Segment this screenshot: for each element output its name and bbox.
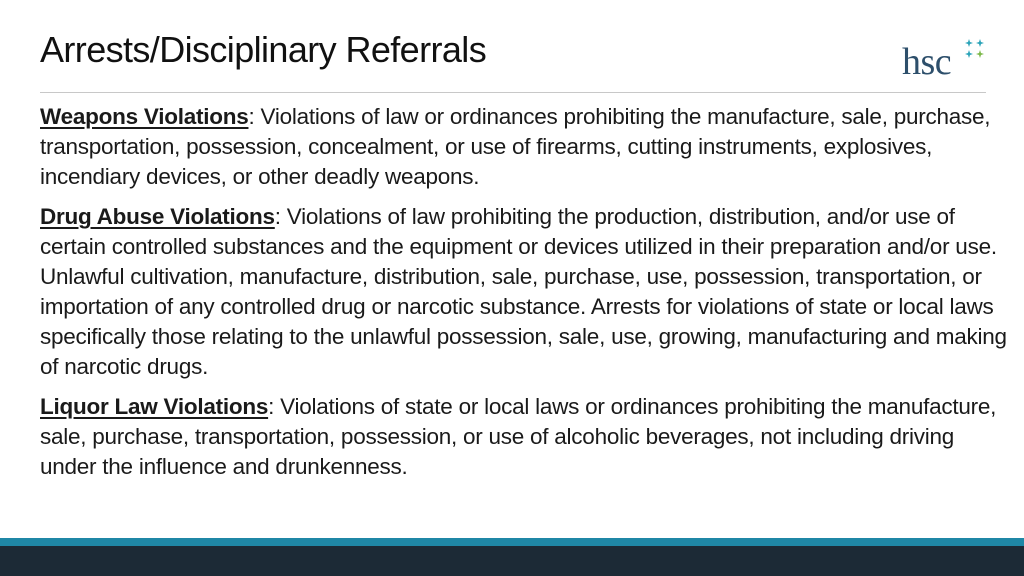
definition-separator: : <box>274 204 287 229</box>
definition-term: Drug Abuse Violations <box>40 204 275 229</box>
star-top-right <box>976 39 984 47</box>
definition-text: Violations of law or ordinances prohibiting the manufacture, sale, purchase, transportation, possession, concealment, or use of firearms, cutting instruments, explosives, incendiary devices, or other deadly weapons. <box>40 104 991 189</box>
definition-term: Weapons Violations <box>40 104 249 129</box>
definition-weapons <box>40 102 1015 192</box>
hsc-logo <box>902 38 986 86</box>
star-top-left <box>965 39 973 47</box>
slide-title: Arrests/Disciplinary Referrals <box>40 29 487 70</box>
title-divider <box>40 92 986 93</box>
definition-term: Liquor Law Violations <box>40 394 269 419</box>
definition-text: Violations of law prohibiting the production, distribution, and/or use of certain controlled substances and the equipment or devices utilized in their preparation and/or use. Unlawful cultivation, manufacture, distribution, sale, purchase, use, possession, transportation, or importation of any controlled drug or narcotic substance. Arrests for violations of state or local laws specifically those relating to the unlawful possession, sale, use, growing, manufacturing and making of narcotic drugs. <box>40 204 1007 379</box>
definition-text: Violations of state or local laws or ordinances prohibiting the manufacture, sale, purchase, transportation, possession, or use of alcoholic beverages, not including driving under the influence and drunkenness. <box>40 394 997 479</box>
sparkle-stars-icon <box>964 38 986 60</box>
definition-separator: : <box>268 394 281 419</box>
star-bottom-left <box>965 50 973 58</box>
footer-bar <box>0 546 1024 576</box>
definition-liquor-law <box>40 392 1015 482</box>
logo-text: hsc <box>902 41 952 83</box>
star-bottom-right <box>976 50 984 58</box>
definitions-list <box>40 102 1015 492</box>
definition-separator: : <box>248 104 261 129</box>
footer-accent-bar <box>0 538 1024 546</box>
definition-drug-abuse <box>40 202 1015 382</box>
